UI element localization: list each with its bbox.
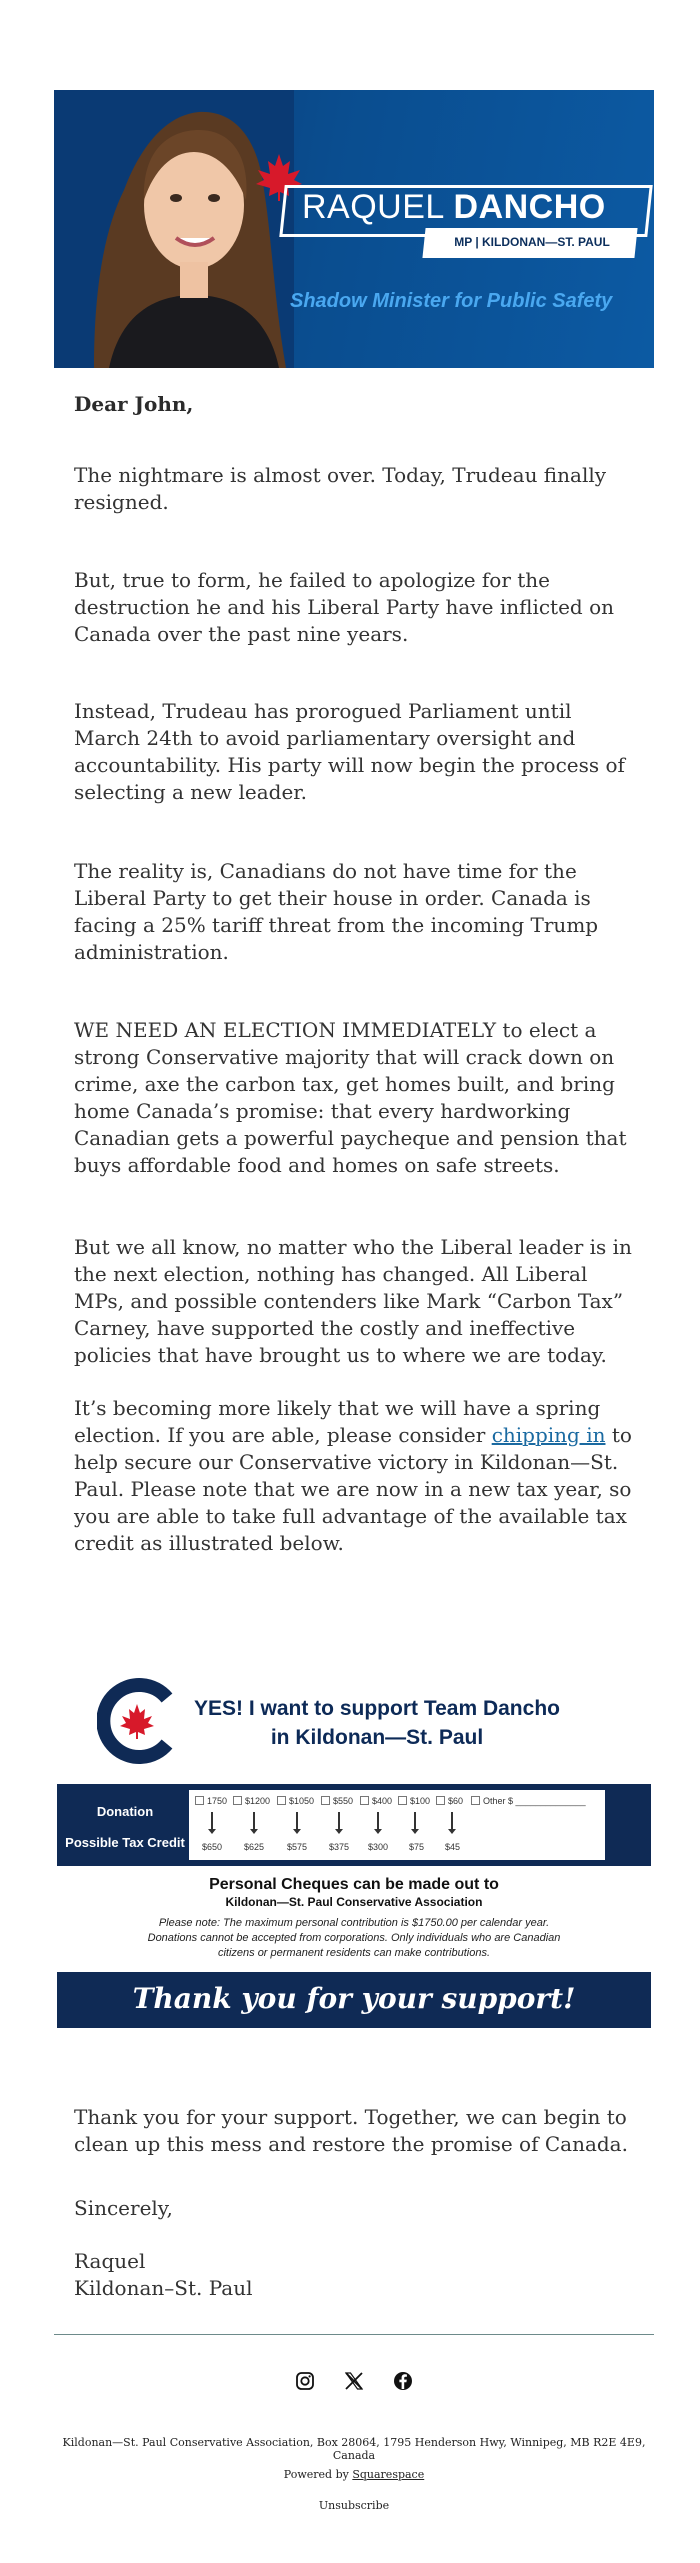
header-banner [54,90,654,368]
donation-headline: YES! I want to support Team Dancho in Kildonan—St. Paul [194,1697,560,1749]
donation-graphic [57,1676,651,2032]
conservative-logo-icon [97,1676,177,1766]
chipping-in-link[interactable]: chipping in [491,1423,606,1447]
signature-name: Raquel [74,2249,146,2273]
tax-credit-label: Possible Tax Credit [65,1835,185,1850]
donation-table [57,1784,651,1866]
footer-address: Kildonan—St. Paul Conservative Association, Box 28064, 1795 Henderson Hwy, Winnipeg, MB R2E 4E9, Canada [62,2436,646,2462]
credit-value: $300 [368,1842,389,1852]
paragraph-6: But we all know, no matter who the Liberal leader is in the next election, nothing has changed. All Liberal MPs, and possible contenders like Mark “Carbon Tax” Carney, have supported the costly and ineffective policies that have brought us to where we are today. [74,1235,632,1367]
arrow-icon [211,1812,213,1830]
signoff: Sincerely, [74,2196,173,2220]
amount-option[interactable]: $400 [360,1796,392,1806]
email-container [54,90,654,2512]
amount-option[interactable]: $1200 [233,1796,270,1806]
powered-by: Powered by Squarespace [283,2468,425,2481]
arrow-icon [377,1812,379,1830]
amount-option[interactable]: $1050 [277,1796,314,1806]
amount-option[interactable]: $550 [321,1796,353,1806]
signature-riding: Kildonan–St. Paul [74,2276,253,2300]
x-icon[interactable] [343,2370,365,2392]
thank-you-band: Thank you for your support! [57,1972,651,2028]
arrow-icon [338,1812,340,1830]
arrow-icon [414,1812,416,1830]
amount-option[interactable]: 1750 [195,1796,227,1806]
credit-value: $375 [329,1842,350,1852]
donation-label: Donation [96,1804,154,1819]
paragraph-4: The reality is, Canadians do not have time for the Liberal Party to get their house in order. Canada is facing a 25% tariff threat from the incoming Trump administration. [74,859,599,964]
instagram-icon[interactable] [294,2370,316,2392]
facebook-icon[interactable] [392,2370,414,2392]
donation-options [189,1790,605,1860]
salutation: Dear John, [74,392,194,416]
arrow-icon [253,1812,255,1830]
unsubscribe-link[interactable]: Unsubscribe [318,2499,390,2512]
credit-value: $75 [409,1842,425,1852]
closing-paragraph: Thank you for your support. Together, we can begin to clean up this mess and restore the promise of Canada. [74,2105,628,2156]
credit-value: $625 [244,1842,265,1852]
role-title: Shadow Minister for Public Safety [290,290,613,312]
amount-option[interactable]: $100 [398,1796,430,1806]
paragraph-3: Instead, Trudeau has prorogued Parliament until March 24th to avoid parliamentary oversight and accountability. His party will now begin the process of selecting a new leader. [74,699,625,804]
paragraph-1: The nightmare is almost over. Today, Trudeau finally resigned. [74,463,607,514]
contribution-note: Please note: The maximum personal contribution is $1750.00 per calendar year. Donations cannot be accepted from corporations. Only individuals who are Canadian citizens or permanent residents can make contributions. [147,1917,561,1959]
footer-divider [54,2334,654,2335]
amount-option-other[interactable]: Other $ ______________ [471,1796,586,1806]
squarespace-link[interactable]: Squarespace [352,2468,425,2481]
credit-value: $650 [202,1842,223,1852]
arrow-icon [451,1812,453,1830]
candidate-name: RAQUEL DANCHO [302,188,606,226]
paragraph-5: WE NEED AN ELECTION IMMEDIATELY to elect a strong Conservative majority that will crack down on crime, axe the carbon tax, get homes built, and bring home Canada’s promise: that every hardworking Canadian gets a powerful paycheque and pension that buys affordable food and homes on safe streets. [74,1018,627,1177]
cheques-heading: Personal Cheques can be made out to [209,1876,499,1893]
paragraph-7: It’s becoming more likely that we will have a spring election. If you are able, please consider chipping in to help secure our Conservative victory in Kildonan—St. Paul. Please note that we are now in a new tax year, so you are able to take full advantage of the available tax credit as illustrated below. [74,1396,632,1555]
paragraph-2: But, true to form, he failed to apologize for the destruction he and his Liberal Party have inflicted on Canada over the past nine years. [74,568,614,646]
amount-option[interactable]: $60 [436,1796,463,1806]
association-name: Kildonan—St. Paul Conservative Association [225,1895,483,1909]
credit-value: $45 [445,1842,461,1852]
arrow-icon [296,1812,298,1830]
credit-value: $575 [287,1842,308,1852]
candidate-photo [54,90,294,368]
riding-label: MP | KILDONAN—ST. PAUL [454,235,610,249]
